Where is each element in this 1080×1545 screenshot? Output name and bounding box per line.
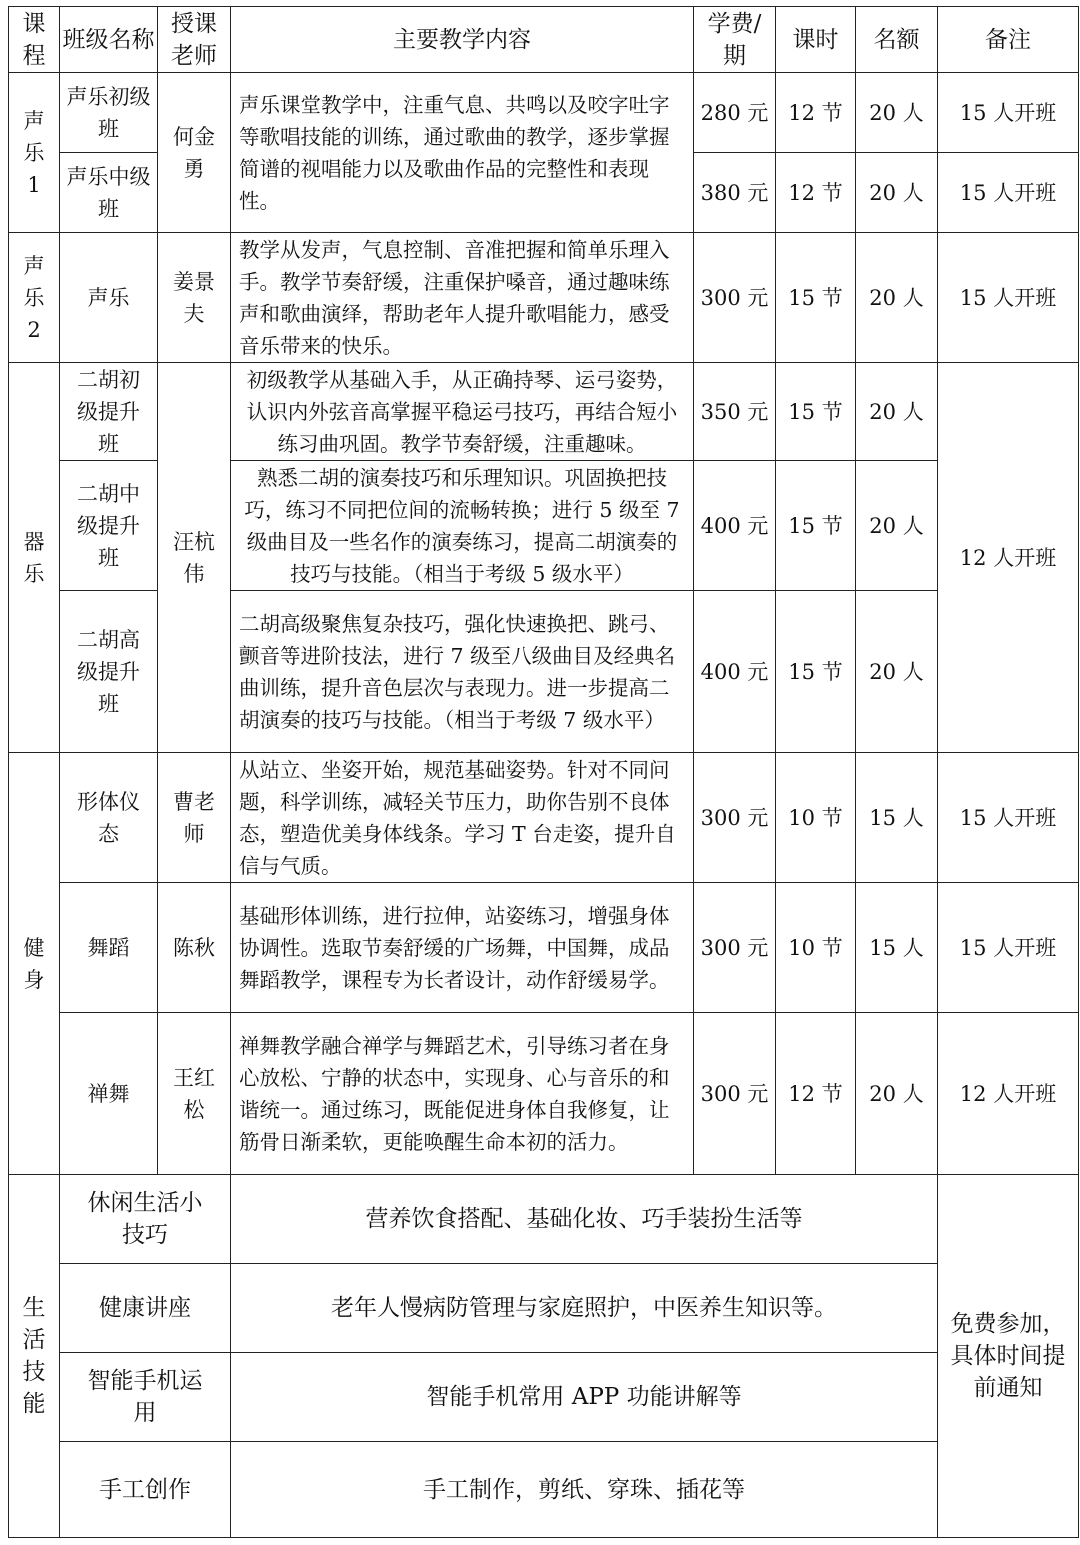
quota-cell: 20 人 (856, 461, 938, 591)
table-row (9, 1175, 1079, 1264)
fee-cell: 380 元 (694, 153, 776, 233)
header-teacher: 授课老师 (158, 7, 231, 73)
content-cell: 手工制作，剪纸、穿珠、插花等 (231, 1442, 938, 1538)
course-cell: 声乐2 (9, 233, 60, 363)
content-cell: 声乐课堂教学中，注重气息、共鸣以及咬字吐字等歌唱技能的训练，通过歌曲的教学，逐步掌握简谱的视唱能力以及歌曲作品的完整性和表现性。 (231, 73, 694, 233)
table-row (9, 73, 1079, 153)
content-cell: 从站立、坐姿开始，规范基础姿势。针对不同问题，科学训练，减轻关节压力，助你告别不良体态，塑造优美身体线条。学习 T 台走姿，提升自信与气质。 (231, 753, 694, 883)
fee-cell: 400 元 (694, 461, 776, 591)
hours-cell: 12 节 (776, 153, 856, 233)
table-row (9, 1442, 1079, 1538)
content-cell: 教学从发声，气息控制、音准把握和简单乐理入手。教学节奏舒缓，注重保护嗓音，通过趣味练声和歌曲演绎，帮助老年人提升歌唱能力，感受音乐带来的快乐。 (231, 233, 694, 363)
teacher-cell: 姜景夫 (158, 233, 231, 363)
table-row (9, 1013, 1079, 1175)
remark-cell: 15 人开班 (938, 153, 1079, 233)
table-row (9, 363, 1079, 461)
hours-cell: 15 节 (776, 363, 856, 461)
content-cell: 基础形体训练，进行拉伸，站姿练习，增强身体协调性。选取节奏舒缓的广场舞，中国舞，成品舞蹈教学，课程专为长者设计，动作舒缓易学。 (231, 883, 694, 1013)
class-cell: 声乐中级班 (60, 153, 158, 233)
remark-cell: 15 人开班 (938, 73, 1079, 153)
hours-cell: 15 节 (776, 591, 856, 753)
class-cell: 舞蹈 (60, 883, 158, 1013)
hours-cell: 12 节 (776, 73, 856, 153)
table-row (9, 233, 1079, 363)
fee-cell: 300 元 (694, 753, 776, 883)
header-hours: 课时 (776, 7, 856, 73)
content-cell: 营养饮食搭配、基础化妆、巧手装扮生活等 (231, 1175, 938, 1264)
remark-cell: 免费参加，具体时间提前通知 (938, 1175, 1079, 1538)
course-schedule-table (8, 6, 1079, 1538)
teacher-cell: 王红松 (158, 1013, 231, 1175)
hours-cell: 10 节 (776, 753, 856, 883)
fee-cell: 300 元 (694, 1013, 776, 1175)
quota-cell: 20 人 (856, 73, 938, 153)
header-quota: 名额 (856, 7, 938, 73)
table-row (9, 1264, 1079, 1353)
remark-cell: 15 人开班 (938, 883, 1079, 1013)
content-cell: 老年人慢病防管理与家庭照护，中医养生知识等。 (231, 1264, 938, 1353)
table-row (9, 1353, 1079, 1442)
class-cell: 声乐初级班 (60, 73, 158, 153)
fee-cell: 300 元 (694, 883, 776, 1013)
class-cell: 禅舞 (60, 1013, 158, 1175)
remark-cell: 15 人开班 (938, 753, 1079, 883)
quota-cell: 20 人 (856, 591, 938, 753)
content-cell: 禅舞教学融合禅学与舞蹈艺术，引导练习者在身心放松、宁静的状态中，实现身、心与音乐的和谐统一。通过练习，既能促进身体自我修复，让筋骨日渐柔软，更能唤醒生命本初的活力。 (231, 1013, 694, 1175)
teacher-cell: 汪杭伟 (158, 363, 231, 753)
course-cell: 声乐1 (9, 73, 60, 233)
content-cell: 智能手机常用 APP 功能讲解等 (231, 1353, 938, 1442)
remark-cell: 12 人开班 (938, 363, 1079, 753)
teacher-cell: 陈秋 (158, 883, 231, 1013)
fee-cell: 300 元 (694, 233, 776, 363)
hours-cell: 15 节 (776, 233, 856, 363)
fee-cell: 400 元 (694, 591, 776, 753)
header-course: 课程 (9, 7, 60, 73)
header-class-name: 班级名称 (60, 7, 158, 73)
hours-cell: 15 节 (776, 461, 856, 591)
remark-cell: 12 人开班 (938, 1013, 1079, 1175)
teacher-cell: 曹老师 (158, 753, 231, 883)
class-cell: 智能手机运用 (60, 1353, 231, 1442)
remark-cell: 15 人开班 (938, 233, 1079, 363)
quota-cell: 20 人 (856, 363, 938, 461)
course-cell: 健身 (9, 753, 60, 1175)
table-row (9, 753, 1079, 883)
class-cell: 声乐 (60, 233, 158, 363)
header-content: 主要教学内容 (231, 7, 694, 73)
class-cell: 形体仪态 (60, 753, 158, 883)
content-cell: 初级教学从基础入手，从正确持琴、运弓姿势，认识内外弦音高掌握平稳运弓技巧，再结合短小练习曲巩固。教学节奏舒缓，注重趣味。 (231, 363, 694, 461)
content-cell: 熟悉二胡的演奏技巧和乐理知识。巩固换把技巧，练习不同把位间的流畅转换；进行 5 级至 7 级曲目及一些名作的演奏练习，提高二胡演奏的技巧与技能。（相当于考级 5 级水平） (231, 461, 694, 591)
class-cell: 二胡中级提升班 (60, 461, 158, 591)
fee-cell: 350 元 (694, 363, 776, 461)
course-cell: 器乐 (9, 363, 60, 753)
class-cell: 二胡初级提升班 (60, 363, 158, 461)
class-cell: 手工创作 (60, 1442, 231, 1538)
teacher-cell: 何金勇 (158, 73, 231, 233)
quota-cell: 20 人 (856, 233, 938, 363)
header-row (9, 7, 1079, 73)
header-fee: 学费/期 (694, 7, 776, 73)
quota-cell: 15 人 (856, 753, 938, 883)
content-cell: 二胡高级聚焦复杂技巧，强化快速换把、跳弓、颤音等进阶技法，进行 7 级至八级曲目及经典名曲训练，提升音色层次与表现力。进一步提高二胡演奏的技巧与技能。（相当于考级 7 级水平） (231, 591, 694, 753)
hours-cell: 12 节 (776, 1013, 856, 1175)
header-remark: 备注 (938, 7, 1079, 73)
quota-cell: 15 人 (856, 883, 938, 1013)
class-cell: 健康讲座 (60, 1264, 231, 1353)
table-row (9, 883, 1079, 1013)
hours-cell: 10 节 (776, 883, 856, 1013)
class-cell: 二胡高级提升班 (60, 591, 158, 753)
quota-cell: 20 人 (856, 153, 938, 233)
class-cell: 休闲生活小技巧 (60, 1175, 231, 1264)
fee-cell: 280 元 (694, 73, 776, 153)
course-cell: 生活技能 (9, 1175, 60, 1538)
quota-cell: 20 人 (856, 1013, 938, 1175)
